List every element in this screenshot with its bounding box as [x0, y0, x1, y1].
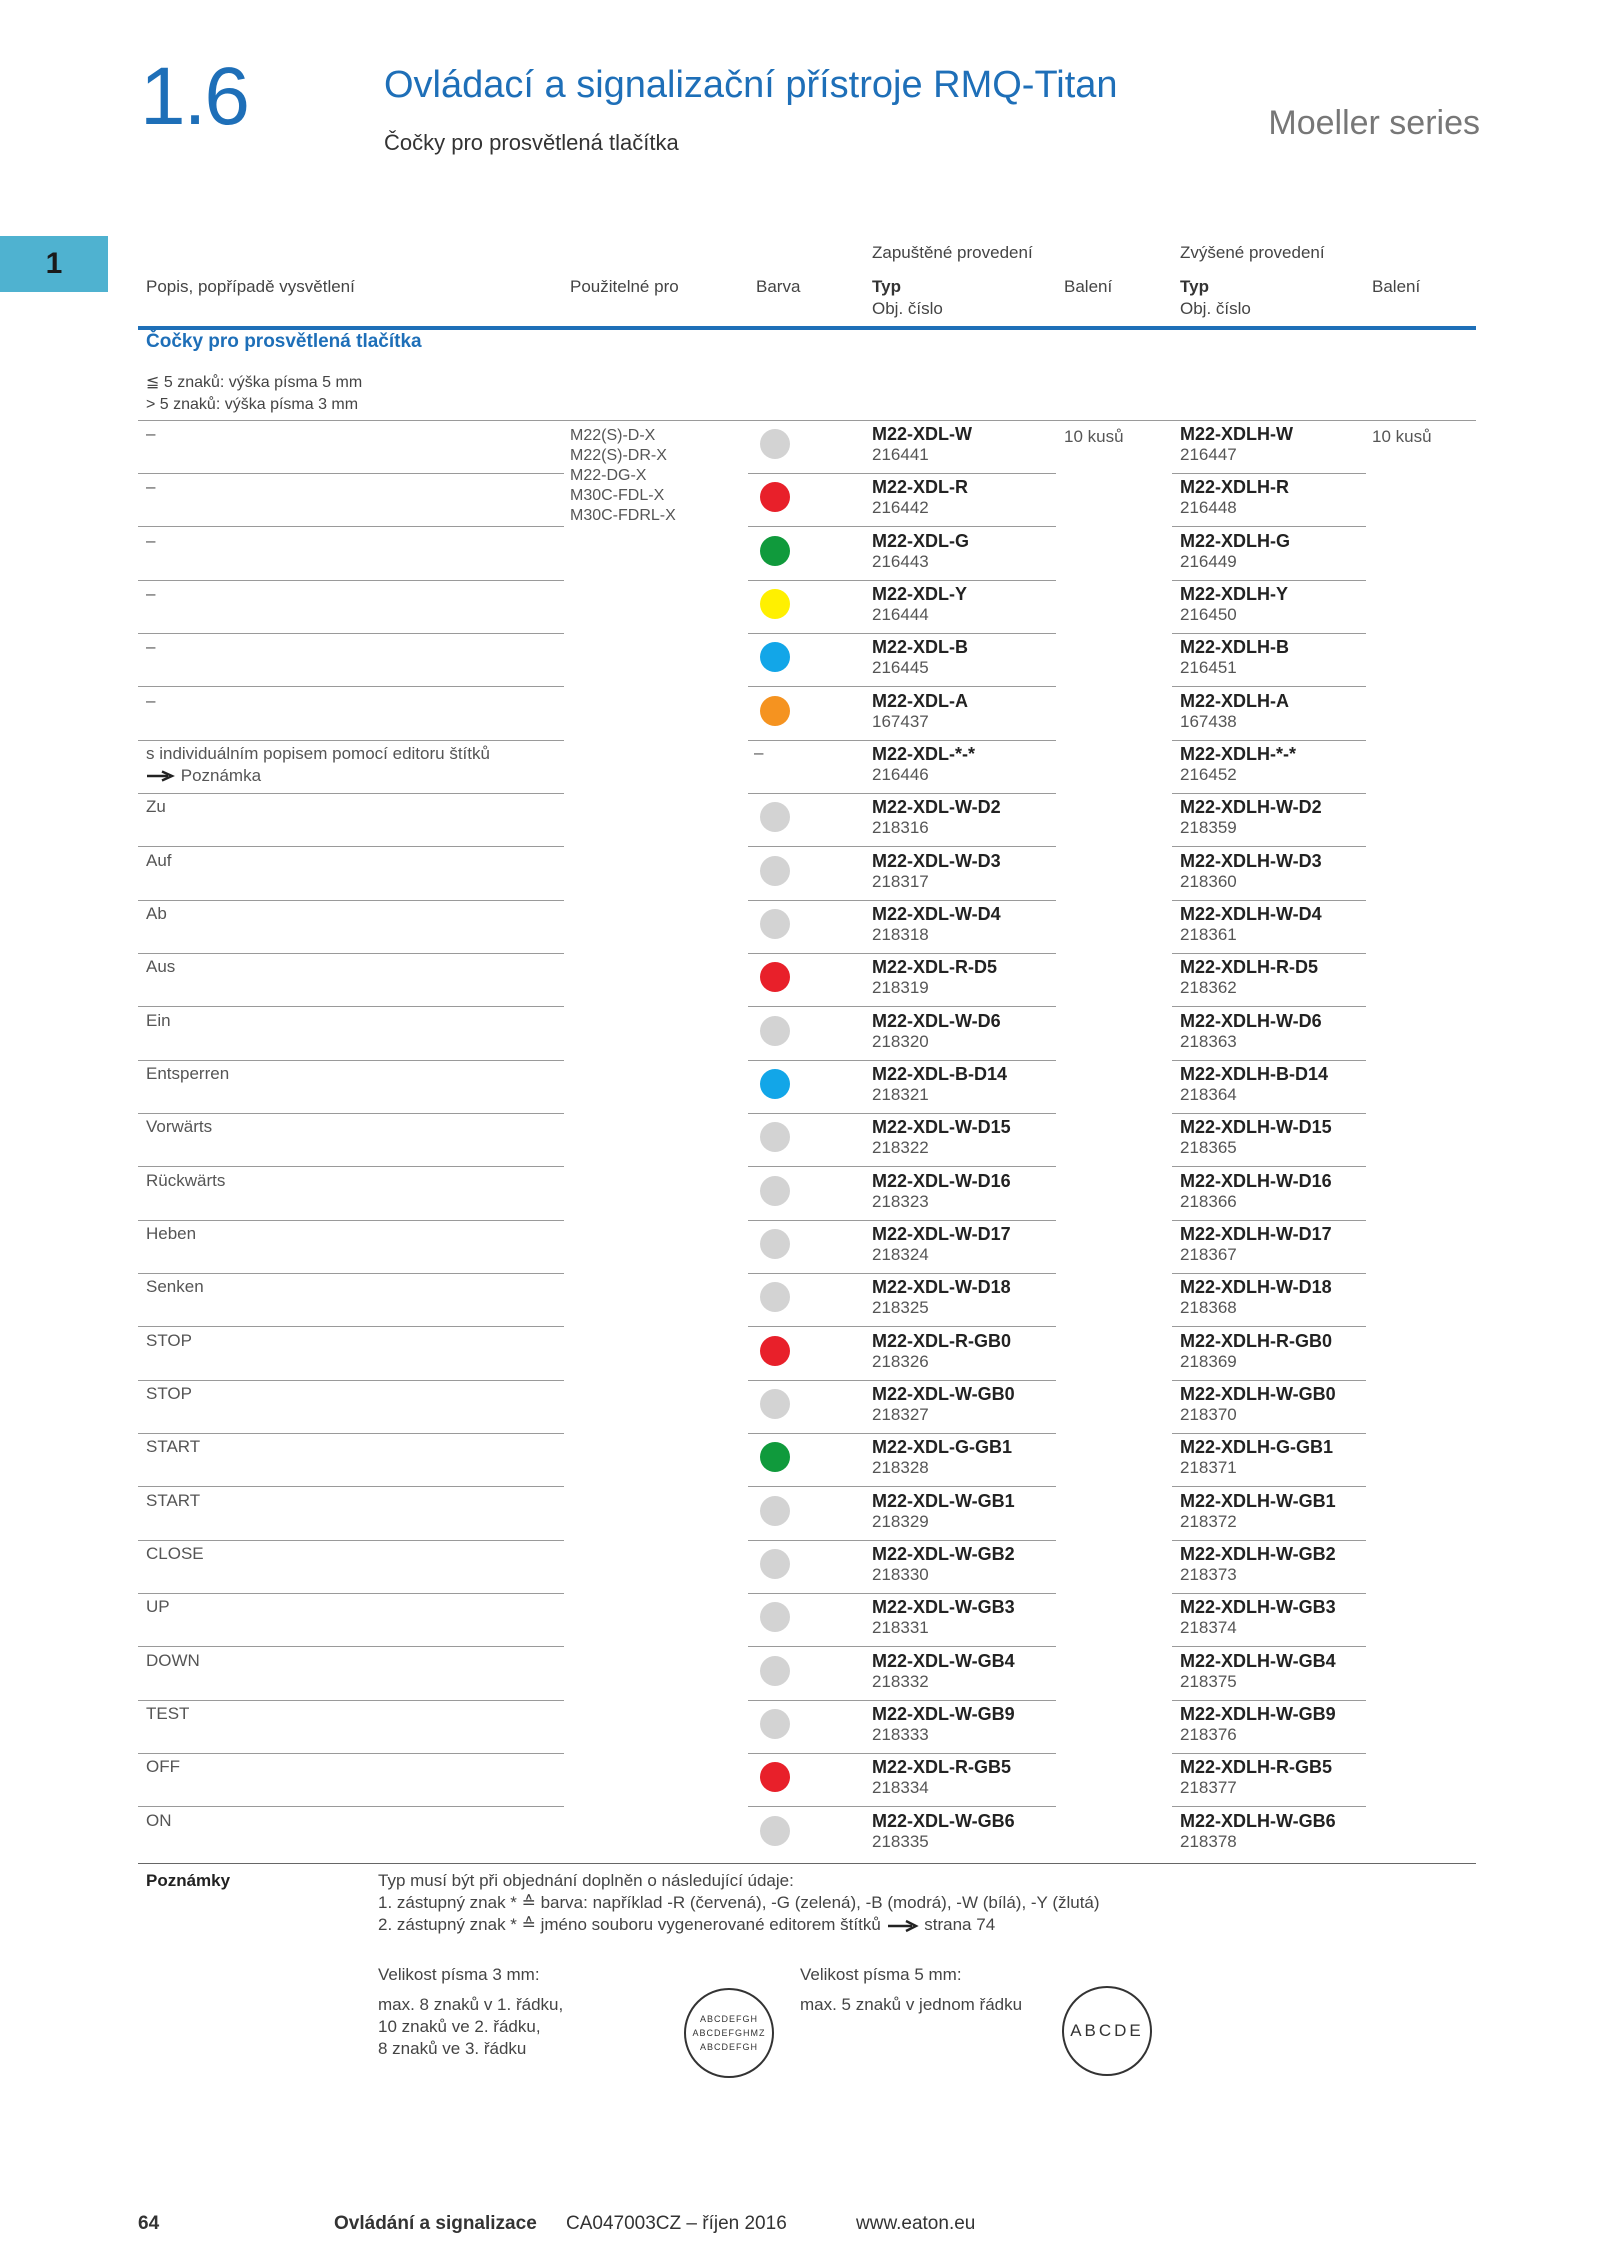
type-flush: M22-XDL-W-GB3 — [872, 1597, 1015, 1618]
row-description: UP — [146, 1597, 170, 1617]
row-description: – — [146, 530, 156, 550]
col-usable-header: Použitelné pro — [570, 277, 679, 296]
type-raised: M22-XDLH-W-GB0 — [1180, 1383, 1336, 1404]
lens-sample-row-2: ABCDEFGHMZ — [692, 2028, 766, 2038]
color-swatch — [760, 696, 790, 726]
row-description: Ein — [146, 1010, 171, 1030]
table-row — [0, 794, 1600, 847]
color-swatch — [760, 1122, 790, 1152]
ordno-raised: 218359 — [1180, 818, 1237, 838]
type-flush: M22-XDL-W-D3 — [872, 850, 1001, 871]
ordno-raised: 218376 — [1180, 1724, 1237, 1744]
usable-for-item: M22(S)-DR-X — [570, 447, 667, 464]
ordno-flush: 216443 — [872, 551, 929, 571]
lens-sample-3mm — [684, 1988, 774, 2078]
ordno-flush: 218334 — [872, 1778, 929, 1798]
lens-sample-row-1: ABCDEFGH — [699, 2014, 758, 2024]
font3-line-3: 8 znaků ve 3. řádku — [378, 2039, 527, 2058]
series-label: Moeller series — [1268, 104, 1480, 142]
table-row — [0, 421, 1600, 474]
row-description: Entsperren — [146, 1063, 230, 1083]
color-swatch — [760, 536, 790, 566]
notes-line-3-text: 2. zástupný znak * ≙ jméno souboru vygenerované editorem štítků — [378, 1915, 881, 1934]
ordno-flush: 218322 — [872, 1138, 929, 1158]
color-swatch — [760, 1336, 790, 1366]
ordno-raised: 218372 — [1180, 1511, 1237, 1531]
type-flush: M22-XDL-B — [872, 637, 969, 658]
row-description: START — [146, 1490, 201, 1510]
type-raised: M22-XDLH-W-D16 — [1180, 1170, 1332, 1191]
type-flush: M22-XDL-W-GB1 — [872, 1490, 1015, 1511]
ordno-raised: 167438 — [1180, 711, 1237, 731]
ordno-flush: 218329 — [872, 1511, 929, 1531]
color-swatch — [760, 1176, 790, 1206]
table-row — [0, 1381, 1600, 1434]
ordno-raised: 218363 — [1180, 1031, 1237, 1051]
row-description-note — [146, 765, 546, 787]
type-flush: M22-XDL-W-GB6 — [872, 1810, 1015, 1831]
type-raised: M22-XDLH-W-GB6 — [1180, 1810, 1336, 1831]
color-swatch — [760, 1602, 790, 1632]
ordno-flush: 216446 — [872, 764, 929, 784]
ordno-flush: 218328 — [872, 1458, 929, 1478]
ordno-raised: 218366 — [1180, 1191, 1237, 1211]
row-description: – — [146, 424, 156, 443]
table-row — [0, 1061, 1600, 1114]
notes-line-1: Typ musí být při objednání doplněn o následující údaje: — [378, 1871, 794, 1890]
ordno-raised: 218378 — [1180, 1831, 1237, 1851]
color-swatch — [760, 1442, 790, 1472]
table-row — [0, 1488, 1600, 1541]
ordno-flush: 218330 — [872, 1564, 929, 1584]
row-description: Ab — [146, 903, 167, 923]
table-row — [0, 954, 1600, 1007]
type-flush: M22-XDL-W-GB0 — [872, 1383, 1015, 1404]
type-raised: M22-XDLH-W-D17 — [1180, 1223, 1332, 1244]
group-raised-header: Zvýšené provedení — [1180, 243, 1325, 262]
type-flush: M22-XDL-R-D5 — [872, 957, 998, 978]
pack-raised: 10 kusů — [1372, 427, 1432, 446]
ordno-raised: 218374 — [1180, 1618, 1237, 1638]
color-swatch — [760, 1762, 790, 1792]
row-note-label: Poznámka — [180, 765, 262, 785]
color-swatch — [760, 1282, 790, 1312]
table-row — [0, 1274, 1600, 1327]
height-note-2: > 5 znaků: výška písma 3 mm — [146, 396, 359, 413]
font5-line-1: max. 5 znaků v jednom řádku — [800, 1995, 1023, 2014]
ordno-flush: 216445 — [872, 658, 929, 678]
type-raised: M22-XDLH-B-D14 — [1180, 1063, 1329, 1084]
font3-line-2: 10 znaků ve 2. řádku, — [378, 2017, 541, 2036]
type-flush: M22-XDL-W-GB2 — [872, 1543, 1015, 1564]
type-flush: M22-XDL-R — [872, 477, 969, 498]
ordno-flush: 218317 — [872, 871, 929, 891]
notes-label: Poznámky — [146, 1871, 231, 1890]
ordno-flush: 218320 — [872, 1031, 929, 1051]
col-pack-raised-header: Balení — [1372, 277, 1421, 296]
type-flush: M22-XDL-W-D18 — [872, 1277, 1011, 1298]
page-number: 64 — [138, 2213, 160, 2234]
ordno-raised: 218365 — [1180, 1138, 1237, 1158]
ordno-flush: 218332 — [872, 1671, 929, 1691]
type-flush: M22-XDL-G-GB1 — [872, 1437, 1013, 1458]
ordno-flush: 216444 — [872, 604, 929, 624]
ordno-raised: 218368 — [1180, 1298, 1237, 1318]
type-flush: M22-XDL-W-D2 — [872, 797, 1001, 818]
row-description: – — [146, 583, 156, 603]
lens-sample-text: ABCDE — [1070, 2021, 1144, 2040]
arrow-right-icon — [146, 770, 176, 782]
group-flush-header: Zapuštěné provedení — [872, 243, 1033, 262]
table-row — [0, 1701, 1600, 1754]
type-raised: M22-XDLH-W-D4 — [1180, 903, 1322, 924]
type-flush: M22-XDL-W-D16 — [872, 1170, 1011, 1191]
arrow-right-icon — [886, 1915, 925, 1934]
footer-url: www.eaton.eu — [856, 2213, 976, 2234]
table-row — [0, 741, 1600, 794]
ordno-flush: 218319 — [872, 978, 929, 998]
ordno-flush: 218326 — [872, 1351, 929, 1371]
row-description: ON — [146, 1810, 172, 1830]
font3-line-1: max. 8 znaků v 1. řádku, — [378, 1995, 564, 2014]
type-raised: M22-XDLH-W-GB3 — [1180, 1597, 1336, 1618]
type-flush: M22-XDL-R-GB5 — [872, 1757, 1012, 1778]
ordno-flush: 218327 — [872, 1404, 929, 1424]
ordno-raised: 216448 — [1180, 498, 1237, 518]
type-raised: M22-XDLH-W-D15 — [1180, 1117, 1332, 1138]
color-swatch — [760, 802, 790, 832]
ordno-raised: 218364 — [1180, 1084, 1237, 1104]
table-row — [0, 688, 1600, 741]
table-row — [0, 848, 1600, 901]
table-row — [0, 634, 1600, 687]
color-swatch — [760, 1656, 790, 1686]
row-description: Vorwärts — [146, 1117, 213, 1137]
type-flush: M22-XDL-B-D14 — [872, 1063, 1008, 1084]
ordno-raised: 218362 — [1180, 978, 1237, 998]
table-row — [0, 1221, 1600, 1274]
ordno-raised: 218369 — [1180, 1351, 1237, 1371]
table-row — [0, 474, 1600, 527]
ordno-flush: 216442 — [872, 498, 929, 518]
pack-flush: 10 kusů — [1064, 427, 1124, 446]
font5-title: Velikost písma 5 mm: — [800, 1965, 962, 1984]
row-description: Senken — [146, 1277, 204, 1297]
row-description: OFF — [146, 1757, 180, 1777]
lens-sample-row-3: ABCDEFGH — [699, 2042, 758, 2052]
ordno-flush: 218324 — [872, 1244, 929, 1264]
table-row — [0, 1808, 1600, 1861]
row-description: – — [146, 690, 156, 710]
type-flush: M22-XDL-G — [872, 530, 970, 551]
type-flush: M22-XDL-Y — [872, 583, 968, 604]
type-raised: M22-XDLH-W-D6 — [1180, 1010, 1322, 1031]
color-swatch — [760, 1069, 790, 1099]
row-description: STOP — [146, 1330, 192, 1350]
row-description: Rückwärts — [146, 1170, 226, 1190]
color-swatch — [760, 909, 790, 939]
notes-line-3 — [378, 1914, 995, 1936]
type-flush: M22-XDL-W-D4 — [872, 903, 1001, 924]
row-description: – — [146, 637, 156, 657]
notes-line-2: 1. zástupný znak * ≙ barva: například -R (červená), -G (zelená), -B (modrá), -W (bílá), -Y (žlutá) — [378, 1893, 1100, 1912]
usable-for-item: M30C-FDRL-X — [570, 507, 676, 524]
type-flush: M22-XDL-W-GB4 — [872, 1650, 1015, 1671]
row-description: Aus — [146, 957, 176, 977]
type-flush: M22-XDL-W-D17 — [872, 1223, 1011, 1244]
row-description: – — [146, 477, 156, 497]
chapter-number: 1.6 — [140, 51, 248, 142]
table-row — [0, 1114, 1600, 1167]
table-row — [0, 1168, 1600, 1221]
table-row — [0, 1008, 1600, 1061]
table-row — [0, 1434, 1600, 1487]
ordno-raised: 218370 — [1180, 1404, 1237, 1424]
row-description: TEST — [146, 1703, 190, 1723]
col-pack-flush-header: Balení — [1064, 277, 1113, 296]
col-type-raised-header: Typ — [1180, 277, 1209, 296]
table-row — [0, 901, 1600, 954]
ordno-raised: 216452 — [1180, 764, 1237, 784]
color-swatch — [760, 1496, 790, 1526]
lens-sample-5mm — [1062, 1986, 1152, 2076]
table-row — [0, 1594, 1600, 1647]
type-raised: M22-XDLH-G — [1180, 530, 1291, 551]
table-row — [0, 581, 1600, 634]
type-raised: M22-XDLH-B — [1180, 637, 1290, 658]
ordno-flush: 218335 — [872, 1831, 929, 1851]
color-swatch — [760, 589, 790, 619]
type-raised: M22-XDLH-R-D5 — [1180, 957, 1319, 978]
row-description: START — [146, 1437, 201, 1457]
col-color-header: Barva — [756, 277, 801, 296]
col-ordno-raised-header: Obj. číslo — [1180, 299, 1251, 318]
ordno-raised: 216449 — [1180, 551, 1237, 571]
type-flush: M22-XDL-W-D15 — [872, 1117, 1011, 1138]
ordno-flush: 218325 — [872, 1298, 929, 1318]
col-desc-header: Popis, popřípadě vysvětlení — [146, 277, 355, 296]
row-description: CLOSE — [146, 1543, 204, 1563]
type-raised: M22-XDLH-W-GB2 — [1180, 1543, 1336, 1564]
font3-title: Velikost písma 3 mm: — [378, 1965, 540, 1984]
type-raised: M22-XDLH-W — [1180, 424, 1293, 444]
color-swatch — [760, 482, 790, 512]
table-bottom-rule — [138, 1863, 1476, 1864]
type-flush: M22-XDL-R-GB0 — [872, 1330, 1012, 1351]
ordno-raised: 216451 — [1180, 658, 1237, 678]
row-description: DOWN — [146, 1650, 200, 1670]
ordno-flush: 167437 — [872, 711, 929, 731]
ordno-raised: 218367 — [1180, 1244, 1237, 1264]
color-swatch — [760, 962, 790, 992]
color-swatch — [760, 1816, 790, 1846]
type-raised: M22-XDLH-W-D2 — [1180, 797, 1322, 818]
ordno-raised: 216447 — [1180, 445, 1237, 464]
color-swatch — [760, 1229, 790, 1259]
table-row — [0, 1328, 1600, 1381]
row-description: Auf — [146, 850, 172, 870]
color-swatch — [760, 1016, 790, 1046]
ordno-raised: 218360 — [1180, 871, 1237, 891]
type-raised: M22-XDLH-R — [1180, 477, 1290, 498]
type-raised: M22-XDLH-W-D18 — [1180, 1277, 1332, 1298]
color-swatch — [760, 1709, 790, 1739]
table-row — [0, 528, 1600, 581]
type-raised: M22-XDLH-G-GB1 — [1180, 1437, 1334, 1458]
row-description: Heben — [146, 1223, 197, 1243]
footer-catalog: CA047003CZ – říjen 2016 — [566, 2213, 787, 2234]
color-swatch — [760, 1389, 790, 1419]
page-74-link[interactable]: strana 74 — [924, 1915, 996, 1934]
type-raised: M22-XDLH-A — [1180, 690, 1290, 711]
table-row — [0, 1648, 1600, 1701]
type-raised: M22-XDLH-W-D3 — [1180, 850, 1322, 871]
ordno-flush: 218316 — [872, 818, 929, 838]
col-type-flush-header: Typ — [872, 277, 901, 296]
ordno-flush: 218331 — [872, 1618, 929, 1638]
table-row — [0, 1541, 1600, 1594]
type-flush: M22-XDL-A — [872, 690, 969, 711]
type-flush: M22-XDL-W-GB9 — [872, 1703, 1015, 1724]
section-title: Čočky pro prosvětlená tlačítka — [146, 331, 422, 352]
height-note-1: ≦ 5 znaků: výška písma 5 mm — [146, 374, 363, 391]
ordno-flush: 218321 — [872, 1084, 929, 1104]
ordno-raised: 218361 — [1180, 924, 1237, 944]
usable-for-item: M30C-FDL-X — [570, 487, 665, 504]
usable-for-item: M22(S)-D-X — [570, 427, 656, 444]
ordno-flush: 216441 — [872, 445, 929, 464]
footer-section: Ovládání a signalizace — [334, 2213, 537, 2234]
type-flush: M22-XDL-W-D6 — [872, 1010, 1001, 1031]
ordno-raised: 218373 — [1180, 1564, 1237, 1584]
type-raised: M22-XDLH-W-GB4 — [1180, 1650, 1336, 1671]
color-swatch — [760, 1549, 790, 1579]
row-description: STOP — [146, 1383, 192, 1403]
color-swatch — [760, 642, 790, 672]
type-raised: M22-XDLH-Y — [1180, 583, 1289, 604]
type-raised: M22-XDLH-*-* — [1180, 743, 1297, 764]
page-subtitle: Čočky pro prosvětlená tlačítka — [384, 130, 679, 155]
row-description: Zu — [146, 797, 166, 817]
type-flush: M22-XDL-W — [872, 424, 972, 444]
type-raised: M22-XDLH-R-GB0 — [1180, 1330, 1333, 1351]
ordno-raised: 218371 — [1180, 1458, 1237, 1478]
ordno-raised: 216450 — [1180, 604, 1237, 624]
type-raised: M22-XDLH-W-GB1 — [1180, 1490, 1336, 1511]
type-raised: M22-XDLH-W-GB9 — [1180, 1703, 1336, 1724]
color-swatch — [760, 856, 790, 886]
table-row — [0, 1754, 1600, 1807]
type-raised: M22-XDLH-R-GB5 — [1180, 1757, 1333, 1778]
color-swatch — [760, 429, 790, 459]
ordno-flush: 218333 — [872, 1724, 929, 1744]
type-flush: M22-XDL-*-* — [872, 743, 976, 764]
chapter-side-tab: 1 — [0, 236, 108, 292]
ordno-raised: 218375 — [1180, 1671, 1237, 1691]
ordno-flush: 218323 — [872, 1191, 929, 1211]
ordno-flush: 218318 — [872, 924, 929, 944]
color-none: – — [754, 742, 764, 762]
ordno-raised: 218377 — [1180, 1778, 1237, 1798]
col-ordno-flush-header: Obj. číslo — [872, 299, 943, 318]
row-description: s individuálním popisem pomocí editoru štítků — [146, 743, 490, 763]
usable-for-item: M22-DG-X — [570, 467, 647, 484]
page-title: Ovládací a signalizační přístroje RMQ-Titan — [384, 64, 1118, 106]
